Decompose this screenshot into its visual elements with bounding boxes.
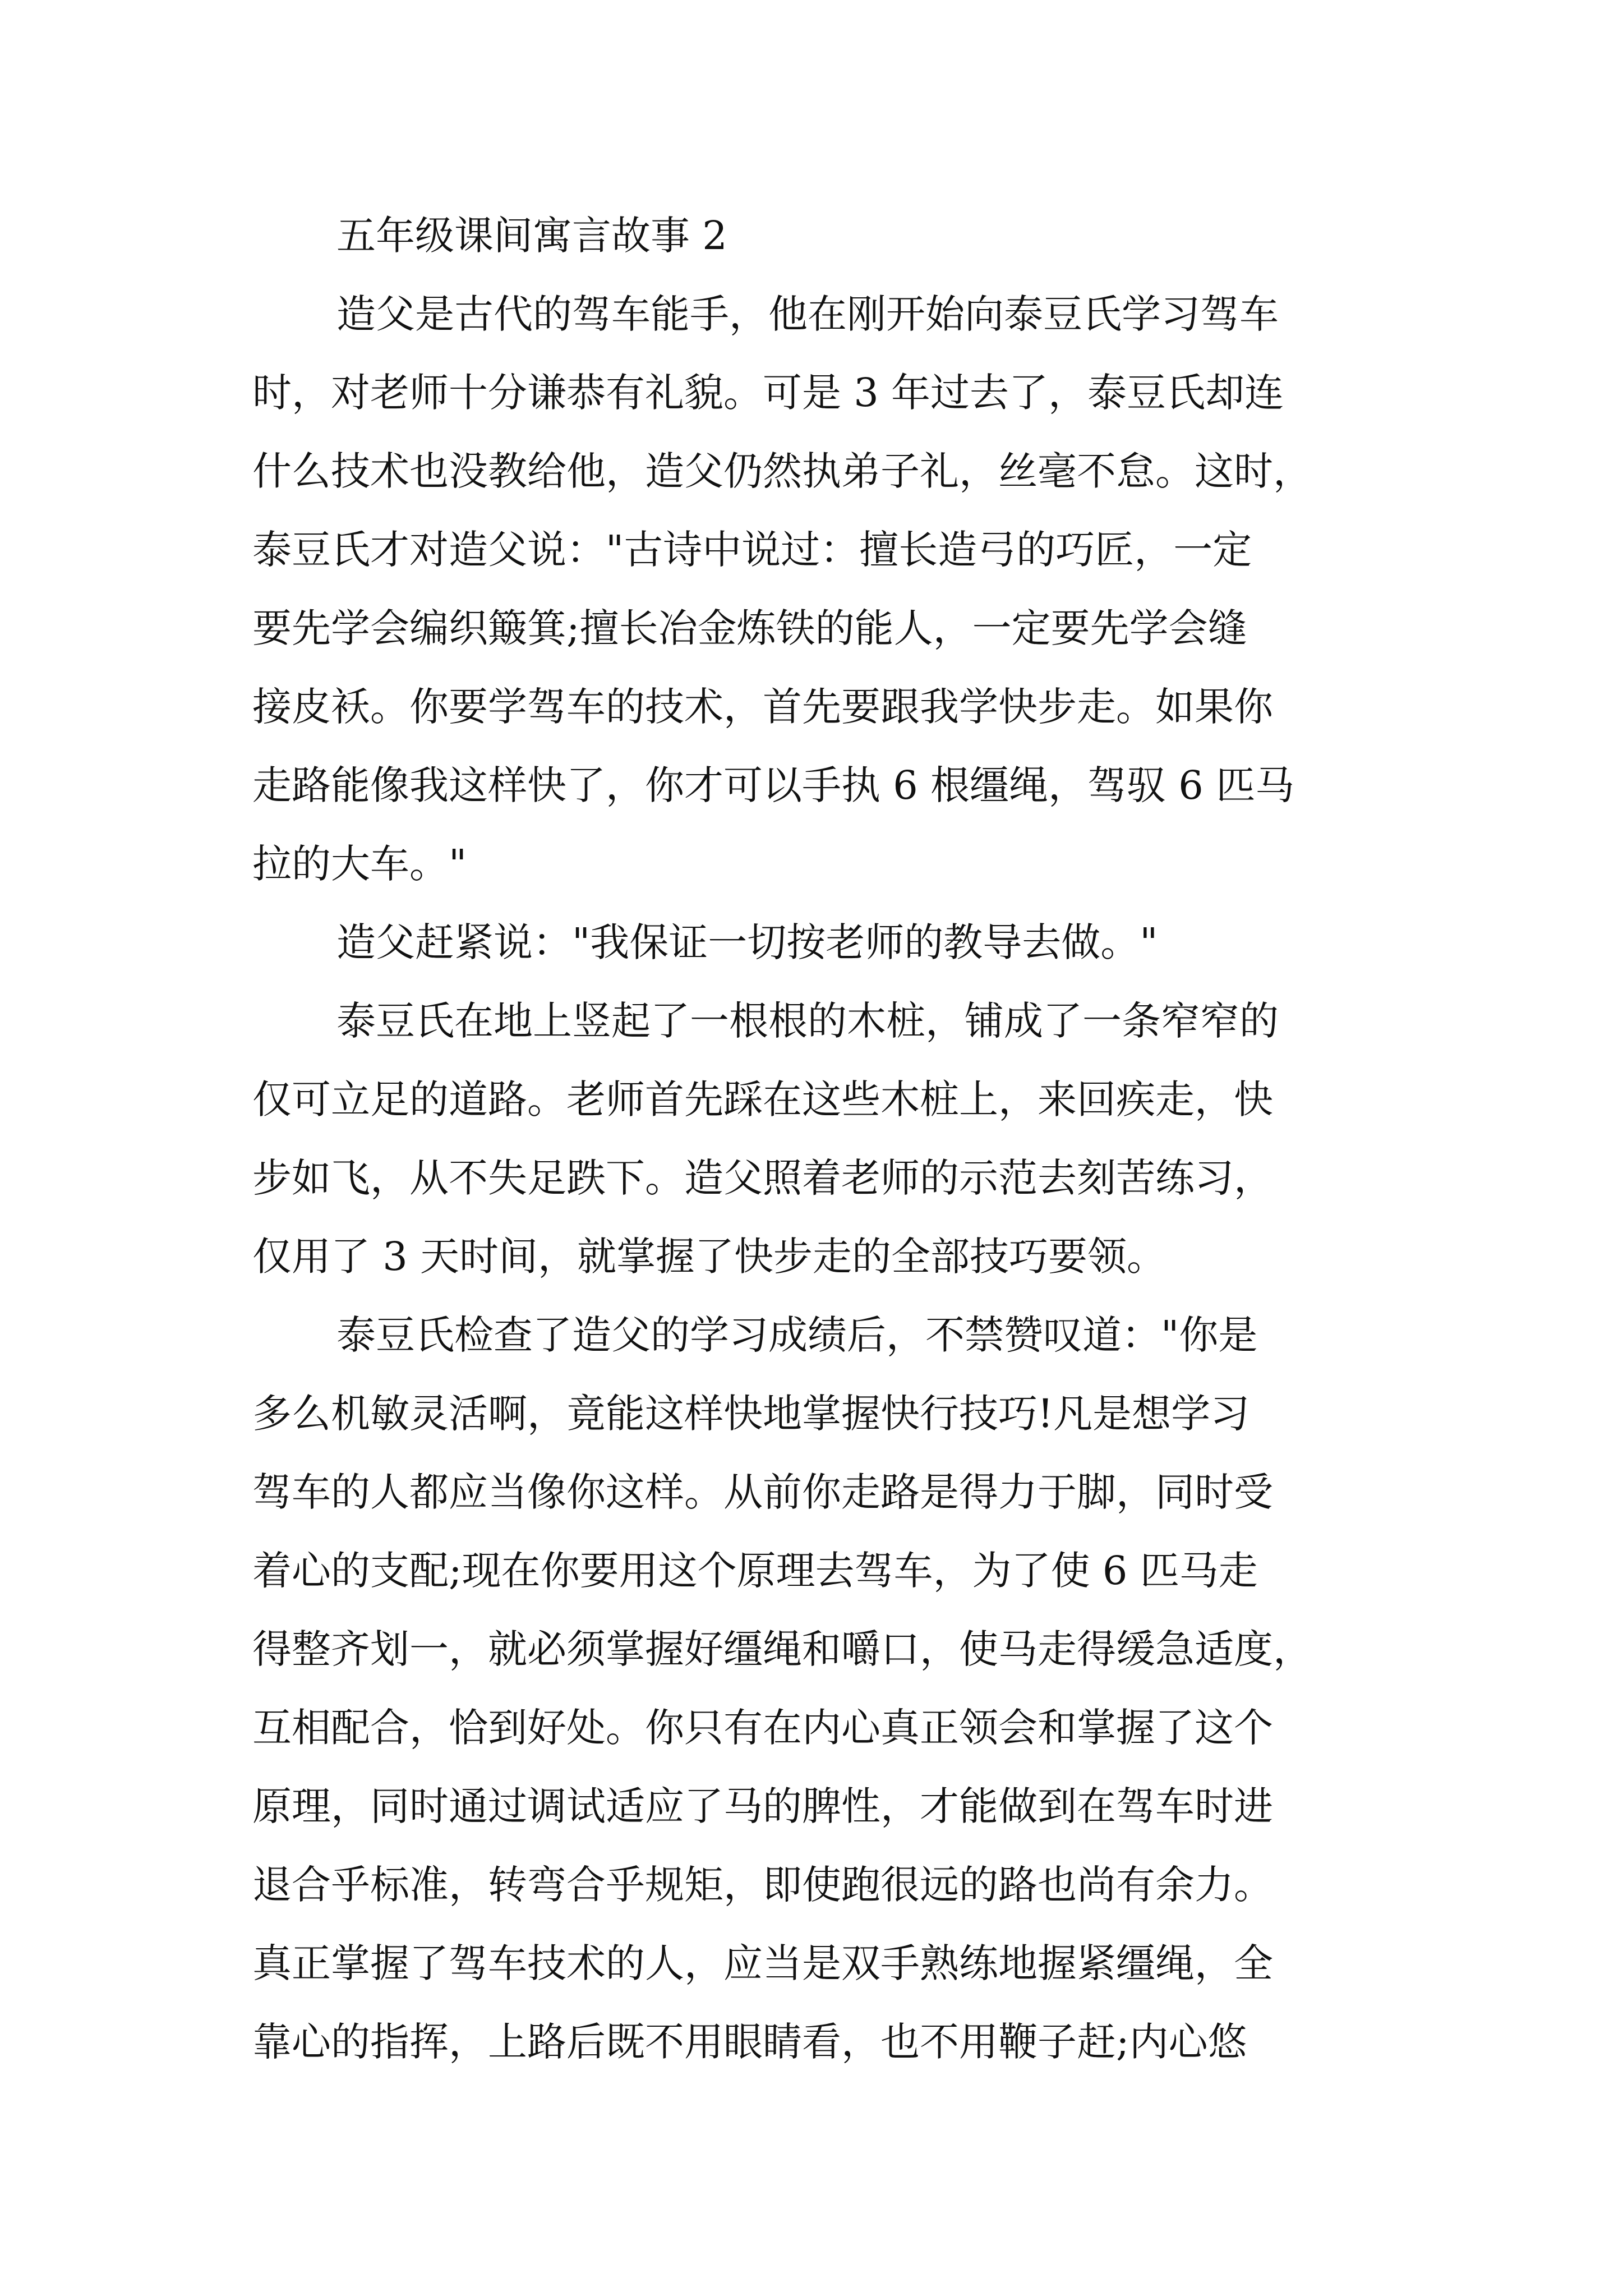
paragraph-text: 泰豆氏才对造父说："古诗中说过：擅长造弓的巧匠，一定 [252,527,1252,573]
paragraph-line [0,1540,1623,1602]
paragraph-text: 真正掌握了驾车技术的人，应当是双手熟练地握紧缰绳，全 [252,1940,1273,1986]
paragraph-line [0,833,1623,895]
paragraph-text: 造父赶紧说："我保证一切按老师的教导去做。" [336,919,1158,965]
paragraph-text: 驾车的人都应当像你这样。从前你走路是得力于脚，同时受 [252,1469,1273,1515]
paragraph-line [0,2011,1623,2073]
paragraph-text: 造父是古代的驾车能手，他在刚开始向泰豆氏学习驾车 [336,291,1279,337]
paragraph-line [0,283,1623,345]
paragraph-text: 原理，同时通过调试适应了马的脾性，才能做到在驾车时进 [252,1783,1273,1829]
paragraph-line [0,1304,1623,1366]
paragraph-text: 靠心的指挥，上路后既不用眼睛看，也不用鞭子赶;内心悠 [252,2019,1247,2065]
paragraph-text: 着心的支配;现在你要用这个原理去驾车，为了使 6 匹马走 [252,1548,1258,1594]
paragraph-line [0,597,1623,659]
paragraph-line [0,1461,1623,1523]
paragraph-text: 走路能像我这样快了，你才可以手执 6 根缰绳，驾驭 6 匹马 [252,762,1295,808]
paragraph-line [0,1618,1623,1680]
paragraph-line [0,754,1623,816]
paragraph-line [0,1775,1623,1837]
paragraph-text: 什么技术也没教给他，造父仍然执弟子礼，丝毫不怠。这时， [252,448,1312,494]
paragraph-text: 要先学会编织簸箕;擅长冶金炼铁的能人，一定要先学会缝 [252,605,1247,651]
paragraph-line [0,912,1623,973]
paragraph-line [0,440,1623,502]
paragraph-text: 接皮袄。你要学驾车的技术，首先要跟我学快步走。如果你 [252,684,1273,730]
paragraph-line [0,1069,1623,1130]
paragraph-text: 得整齐划一，就必须掌握好缰绳和嚼口，使马走得缓急适度， [252,1626,1312,1672]
paragraph-line [0,1932,1623,1994]
paragraph-line [0,362,1623,424]
paragraph-text: 仅用了 3 天时间，就掌握了快步走的全部技巧要领。 [252,1234,1166,1280]
paragraph-text: 互相配合，恰到好处。你只有在内心真正领会和掌握了这个 [252,1705,1273,1751]
paragraph-line [0,1226,1623,1287]
paragraph-text: 多么机敏灵活啊，竟能这样快地掌握快行技巧!凡是想学习 [252,1391,1250,1437]
paragraph-line [0,1854,1623,1916]
paragraph-line [0,990,1623,1052]
paragraph-text: 泰豆氏检查了造父的学习成绩后，不禁赞叹道："你是 [336,1312,1258,1358]
paragraph-line [0,1697,1623,1759]
paragraph-line [0,1147,1623,1209]
paragraph-line [0,519,1623,581]
paragraph-text: 退合乎标准，转弯合乎规矩，即使跑很远的路也尚有余力。 [252,1862,1273,1908]
paragraph-text: 泰豆氏在地上竖起了一根根的木桩，铺成了一条窄窄的 [336,998,1279,1044]
paragraph-text: 拉的大车。" [252,841,467,887]
paragraph-text: 时，对老师十分谦恭有礼貌。可是 3 年过去了，泰豆氏却连 [252,370,1284,416]
paragraph-text: 仅可立足的道路。老师首先踩在这些木桩上，来回疾走，快 [252,1076,1273,1122]
document-title-line [0,205,1623,266]
paragraph-line [0,676,1623,738]
paragraph-text: 步如飞，从不失足跌下。造父照着老师的示范去刻苦练习， [252,1155,1273,1201]
document-title: 五年级课间寓言故事 2 [336,213,727,259]
paragraph-line [0,1383,1623,1444]
